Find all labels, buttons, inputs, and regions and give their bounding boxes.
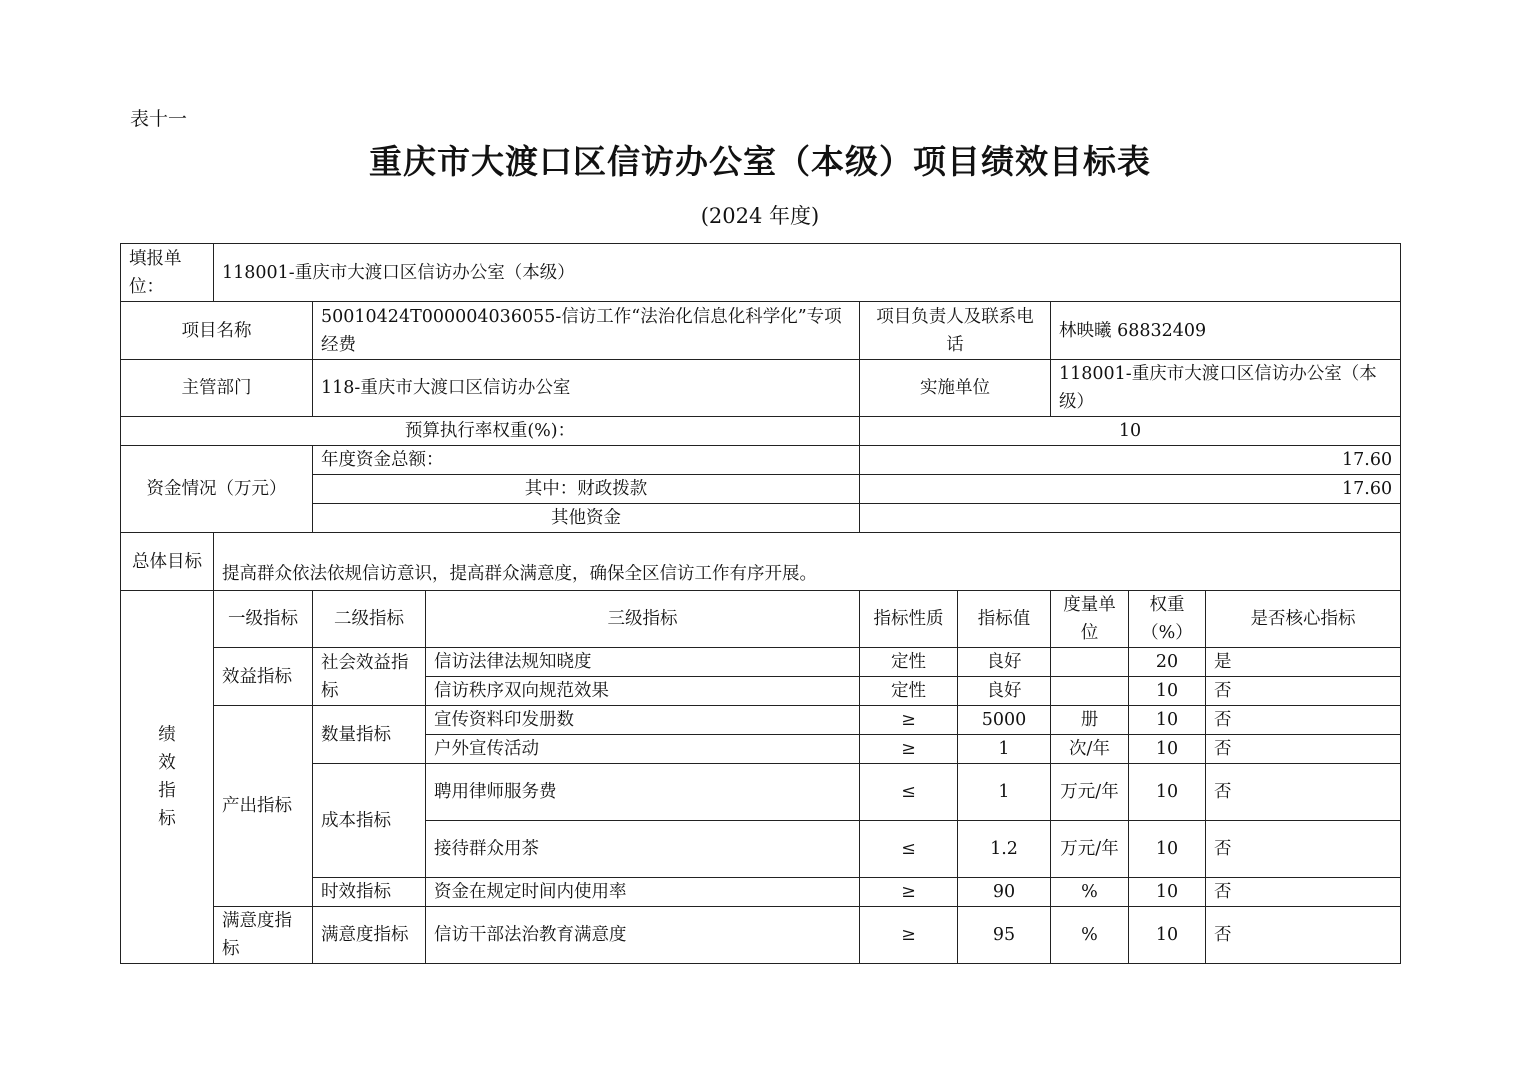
row-core: 否 bbox=[1206, 821, 1401, 878]
impl-unit-label: 实施单位 bbox=[860, 360, 1051, 417]
row-unit bbox=[1051, 677, 1129, 706]
group-quantity: 数量指标 bbox=[313, 706, 426, 764]
funds-label: 资金情况（万元） bbox=[121, 446, 313, 533]
budget-rate-value: 10 bbox=[860, 417, 1401, 446]
group-social: 社会效益指标 bbox=[313, 648, 426, 706]
impl-unit-value: 118001-重庆市大渡口区信访办公室（本级） bbox=[1051, 360, 1401, 417]
row-name: 信访干部法治教育满意度 bbox=[426, 907, 860, 964]
row-core: 否 bbox=[1206, 677, 1401, 706]
group-satisfaction: 满意度指标 bbox=[214, 907, 313, 964]
header-value: 指标值 bbox=[958, 591, 1051, 648]
row-core: 否 bbox=[1206, 878, 1401, 907]
row-value: 90 bbox=[958, 878, 1051, 907]
row-nature: ≥ bbox=[860, 706, 958, 735]
funds-other-value bbox=[860, 504, 1401, 533]
unit-label: 填报单位： bbox=[121, 244, 214, 302]
row-weight: 10 bbox=[1129, 677, 1206, 706]
row-core: 是 bbox=[1206, 648, 1401, 677]
row-unit: 次/年 bbox=[1051, 735, 1129, 764]
perf-section-label: 绩效指标 bbox=[121, 591, 214, 964]
group-satisfaction-l2: 满意度指标 bbox=[313, 907, 426, 964]
group-output: 产出指标 bbox=[214, 706, 313, 907]
table-row bbox=[121, 878, 1401, 907]
goal-label: 总体目标 bbox=[121, 533, 214, 591]
page-title: 重庆市大渡口区信访办公室（本级）项目绩效目标表 bbox=[369, 142, 1151, 181]
group-benefit: 效益指标 bbox=[214, 648, 313, 706]
header-nature: 指标性质 bbox=[860, 591, 958, 648]
row-weight: 10 bbox=[1129, 764, 1206, 821]
funds-total-value: 17.60 bbox=[860, 446, 1401, 475]
dept-value: 118-重庆市大渡口区信访办公室 bbox=[313, 360, 860, 417]
project-name-value: 50010424T000004036055-信访工作“法治化信息化科学化”专项经费 bbox=[313, 302, 860, 360]
row-name: 接待群众用茶 bbox=[426, 821, 860, 878]
page-subtitle: (2024 年度) bbox=[700, 204, 820, 228]
row-weight: 10 bbox=[1129, 878, 1206, 907]
row-unit: 万元/年 bbox=[1051, 764, 1129, 821]
row-nature: 定性 bbox=[860, 677, 958, 706]
project-name-label: 项目名称 bbox=[121, 302, 313, 360]
funds-fiscal-value: 17.60 bbox=[860, 475, 1401, 504]
header-level2: 二级指标 bbox=[313, 591, 426, 648]
unit-value: 118001-重庆市大渡口区信访办公室（本级） bbox=[214, 244, 1401, 302]
project-leader-value: 林映曦 68832409 bbox=[1051, 302, 1401, 360]
row-unit: % bbox=[1051, 878, 1129, 907]
row-weight: 10 bbox=[1129, 735, 1206, 764]
row-value: 良好 bbox=[958, 648, 1051, 677]
row-weight: 10 bbox=[1129, 907, 1206, 964]
row-name: 聘用律师服务费 bbox=[426, 764, 860, 821]
row-core: 否 bbox=[1206, 764, 1401, 821]
group-cost: 成本指标 bbox=[313, 764, 426, 878]
row-nature: ≥ bbox=[860, 907, 958, 964]
header-unit: 度量单位 bbox=[1051, 591, 1129, 648]
header-level3: 三级指标 bbox=[426, 591, 860, 648]
funds-other-label: 其他资金 bbox=[313, 504, 860, 533]
row-unit: 册 bbox=[1051, 706, 1129, 735]
row-unit: 万元/年 bbox=[1051, 821, 1129, 878]
table-number: 表十一 bbox=[130, 108, 188, 130]
header-weight: 权重（%） bbox=[1129, 591, 1206, 648]
row-value: 5000 bbox=[958, 706, 1051, 735]
row-nature: ≤ bbox=[860, 764, 958, 821]
row-unit bbox=[1051, 648, 1129, 677]
table-row bbox=[121, 648, 1401, 677]
funds-fiscal-label: 其中：财政拨款 bbox=[313, 475, 860, 504]
row-core: 否 bbox=[1206, 735, 1401, 764]
row-name: 信访秩序双向规范效果 bbox=[426, 677, 860, 706]
header-core: 是否核心指标 bbox=[1206, 591, 1401, 648]
row-value: 1 bbox=[958, 735, 1051, 764]
row-name: 信访法律法规知晓度 bbox=[426, 648, 860, 677]
goal-value: 提高群众依法依规信访意识，提高群众满意度，确保全区信访工作有序开展。 bbox=[214, 533, 1401, 591]
row-name: 资金在规定时间内使用率 bbox=[426, 878, 860, 907]
row-value: 1 bbox=[958, 764, 1051, 821]
row-nature: ≥ bbox=[860, 878, 958, 907]
row-nature: ≥ bbox=[860, 735, 958, 764]
budget-rate-label: 预算执行率权重(%)： bbox=[121, 417, 860, 446]
dept-label: 主管部门 bbox=[121, 360, 313, 417]
row-weight: 10 bbox=[1129, 706, 1206, 735]
row-nature: ≤ bbox=[860, 821, 958, 878]
row-weight: 10 bbox=[1129, 821, 1206, 878]
performance-table bbox=[120, 243, 1401, 964]
row-core: 否 bbox=[1206, 907, 1401, 964]
row-value: 95 bbox=[958, 907, 1051, 964]
row-nature: 定性 bbox=[860, 648, 958, 677]
group-time: 时效指标 bbox=[313, 878, 426, 907]
row-name: 户外宣传活动 bbox=[426, 735, 860, 764]
table-row bbox=[121, 907, 1401, 964]
table-row bbox=[121, 764, 1401, 821]
header-level1: 一级指标 bbox=[214, 591, 313, 648]
funds-total-label: 年度资金总额： bbox=[313, 446, 860, 475]
project-leader-label: 项目负责人及联系电话 bbox=[860, 302, 1051, 360]
row-value: 良好 bbox=[958, 677, 1051, 706]
row-unit: % bbox=[1051, 907, 1129, 964]
table-row bbox=[121, 706, 1401, 735]
row-value: 1.2 bbox=[958, 821, 1051, 878]
row-core: 否 bbox=[1206, 706, 1401, 735]
row-weight: 20 bbox=[1129, 648, 1206, 677]
row-name: 宣传资料印发册数 bbox=[426, 706, 860, 735]
